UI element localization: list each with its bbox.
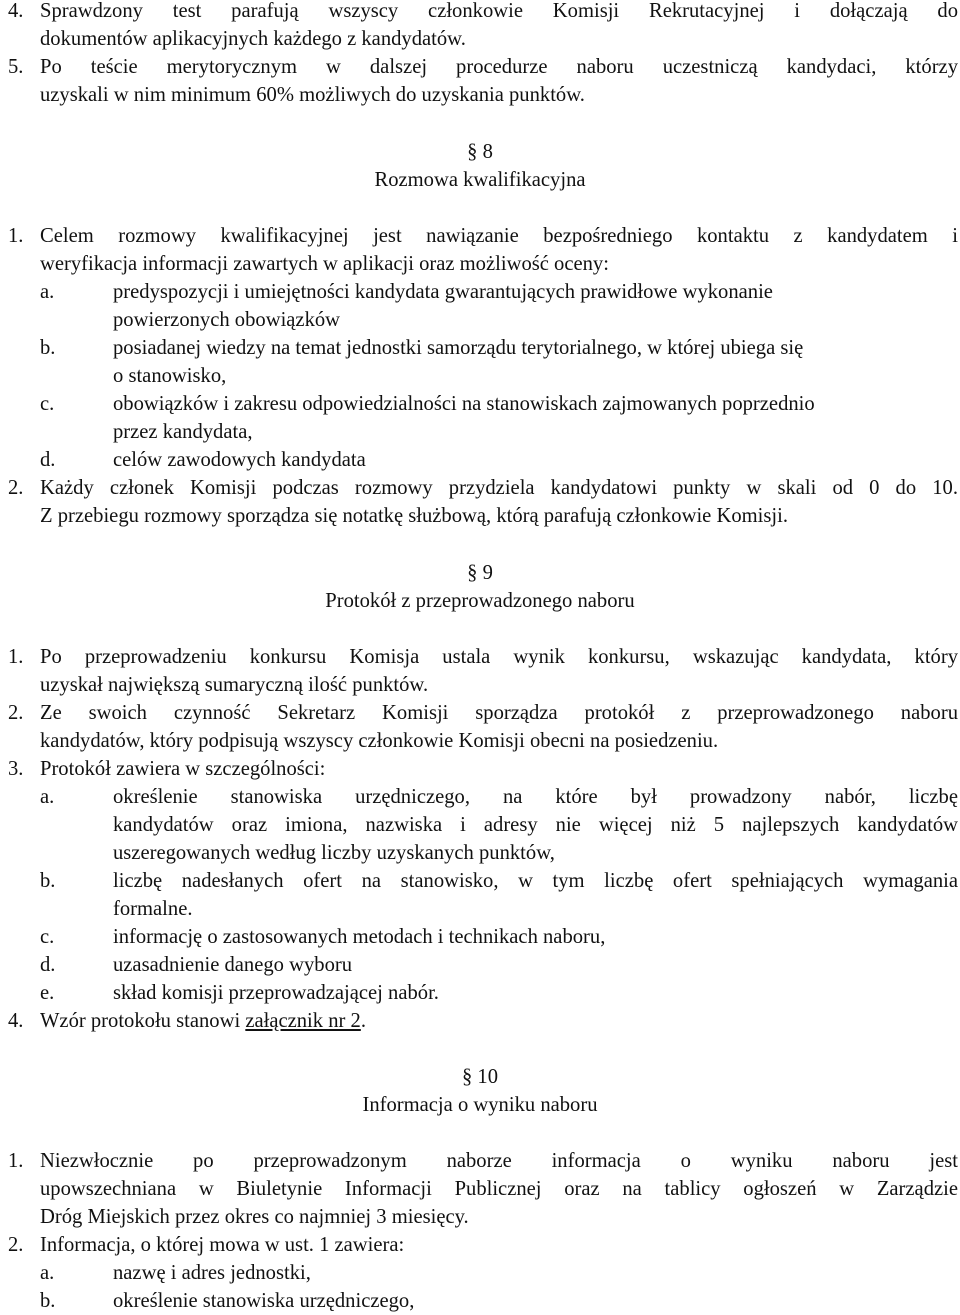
list-label: c. [40,393,55,415]
paragraph-line: uzyskał największą sumaryczną ilość punktów. [40,674,429,696]
list-item-line: posiadanej wiedzy na temat jednostki samorządu terytorialnego, w której ubiega się [113,337,804,359]
list-item-line: celów zawodowych kandydata [113,449,366,471]
list-item-line: określenie stanowiska urzędniczego, na które był prowadzony nabór, liczbę [113,786,958,808]
paragraph-line: Informacja, o której mowa w ust. 1 zawiera: [40,1234,405,1256]
list-item-line: informację o zastosowanych metodach i technikach naboru, [113,926,606,948]
list-item-line: przez kandydata, [113,421,253,443]
list-item-line: uzasadnienie danego wyboru [113,954,353,976]
list-label: a. [40,1262,55,1284]
paragraph-line: kandydatów, który podpisują wszyscy członkowie Komisji obecni na posiedzeniu. [40,730,719,752]
paragraph-line: Niezwłocznie po przeprowadzonym naborze informacja o wyniku naboru jest [40,1150,958,1172]
paragraph-line: Dróg Miejskich przez okres co najmniej 3 miesięcy. [40,1206,469,1228]
paragraph-line: Celem rozmowy kwalifikacyjnej jest nawiązanie bezpośredniego kontaktu z kandydatem i [40,225,958,247]
paragraph-line: dokumentów aplikacyjnych każdego z kandydatów. [40,28,466,50]
paragraph-text: Wzór protokołu stanowi [40,1010,246,1032]
paragraph-line: Protokół zawiera w szczególności: [40,758,326,780]
list-item-line: nazwę i adres jednostki, [113,1262,311,1284]
paragraph-line: Po przeprowadzeniu konkursu Komisja ustala wynik konkursu, wskazując kandydata, który [40,646,958,668]
paragraph-line: Po teście merytorycznym w dalszej procedurze naboru uczestniczą kandydaci, którzy [40,56,958,78]
list-label: a. [40,281,55,303]
paragraph-line: Sprawdzony test parafują wszyscy członkowie Komisji Rekrutacyjnej i dołączają do [40,0,958,22]
list-label: a. [40,786,55,808]
list-item-line: o stanowisko, [113,365,227,387]
paragraph-line: uzyskali w nim minimum 60% możliwych do uzyskania punktów. [40,84,585,106]
list-label: d. [40,954,56,976]
item-number: 4. [8,1010,24,1032]
list-item-line: określenie stanowiska urzędniczego, [113,1290,415,1312]
list-label: d. [40,449,56,471]
list-label: e. [40,982,55,1004]
item-number: 5. [8,56,24,78]
paragraph-line: Ze swoich czynność Sekretarz Komisji sporządza protokół z przeprowadzonego naboru [40,702,958,724]
paragraph-line: upowszechniana w Biuletynie Informacji Publicznej oraz na tablicy ogłoszeń w Zarządzie [40,1178,958,1200]
section-title: Informacja o wyniku naboru [362,1094,598,1116]
list-item-line: uszeregowanych według liczby uzyskanych punktów, [113,842,555,864]
list-label: b. [40,870,56,892]
item-number: 2. [8,702,24,724]
list-item-line: kandydatów oraz imiona, nazwiska i adresy nie więcej niż 5 najlepszych kandydatów [113,814,958,836]
paragraph-line: weryfikacja informacji zawartych w aplikacji oraz możliwość oceny: [40,253,609,275]
item-number: 3. [8,758,24,780]
paragraph-line [40,1007,366,1035]
list-item-line: skład komisji przeprowadzającej nabór. [113,982,439,1004]
list-label: b. [40,337,56,359]
item-number: 4. [8,0,24,22]
item-number: 2. [8,477,24,499]
attachment-link[interactable]: załącznik nr 2 [245,1010,361,1032]
list-item-line: powierzonych obowiązków [113,309,341,331]
paragraph-text: . [360,1010,366,1032]
item-number: 1. [8,225,24,247]
paragraph-line: Każdy członek Komisji podczas rozmowy przydziela kandydatowi punkty w skali od 0 do 10. [40,477,958,499]
list-item-line: formalne. [113,898,193,920]
list-item-line: obowiązków i zakresu odpowiedzialności na stanowiskach zajmowanych poprzednio [113,393,815,415]
paragraph-line: Z przebiegu rozmowy sporządza się notatkę służbową, którą parafują członkowie Komisji. [40,505,788,527]
item-number: 1. [8,1150,24,1172]
section-number: § 8 [467,141,493,163]
list-label: b. [40,1290,56,1312]
section-title: Protokół z przeprowadzonego naboru [325,590,635,612]
section-number: § 10 [461,1066,499,1088]
section-title: Rozmowa kwalifikacyjna [374,169,586,191]
item-number: 1. [8,646,24,668]
item-number: 2. [8,1234,24,1256]
section-number: § 9 [467,562,493,584]
list-item-line: predyspozycji i umiejętności kandydata gwarantujących prawidłowe wykonanie [113,281,773,303]
list-label: c. [40,926,55,948]
list-item-line: liczbę nadesłanych ofert na stanowisko, w tym liczbę ofert spełniających wymagania [113,870,958,892]
